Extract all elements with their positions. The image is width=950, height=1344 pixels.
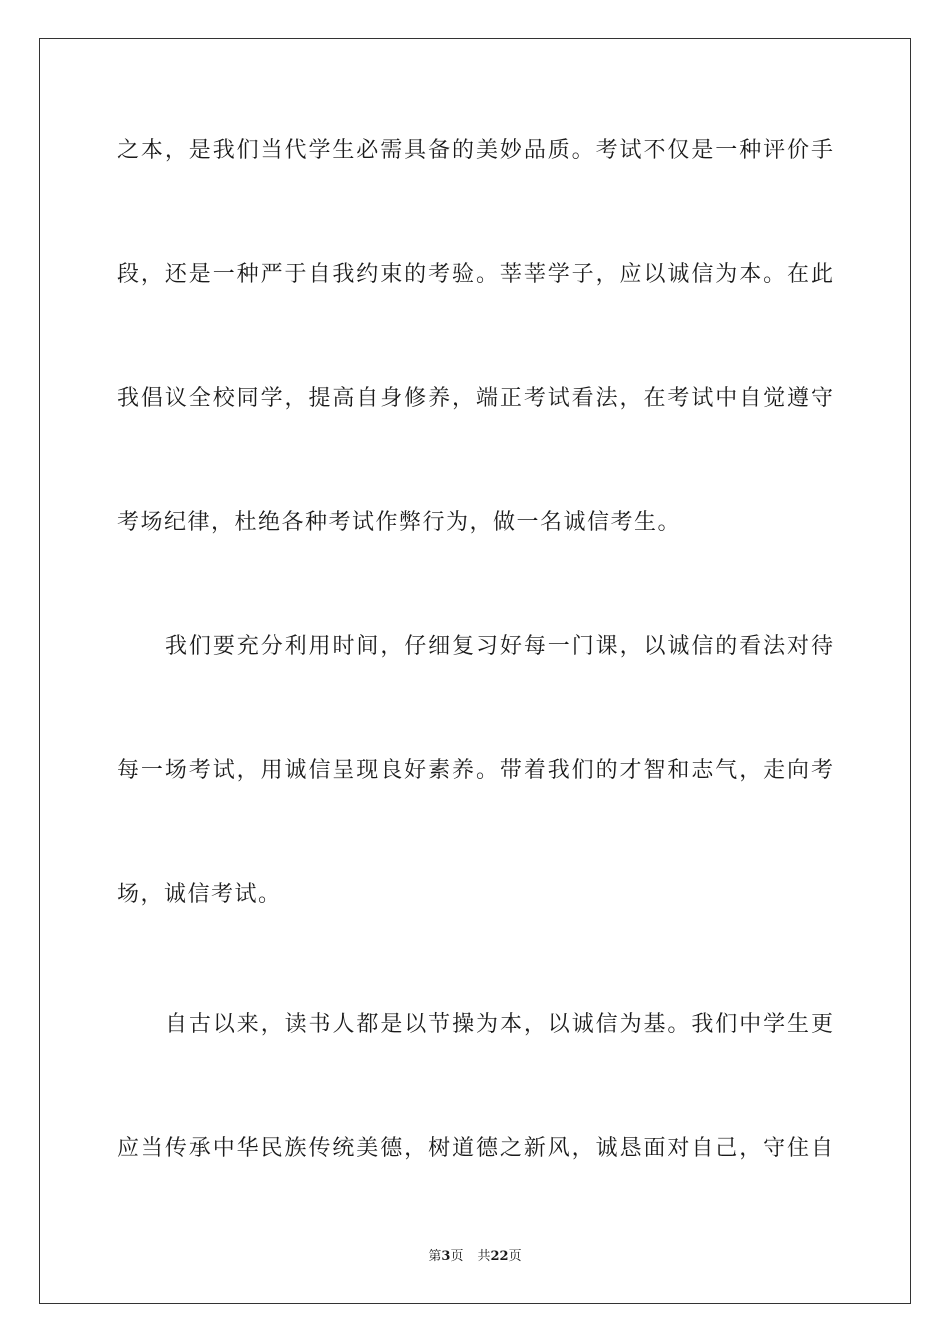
text-line-3: 我倡议全校同学，提高自身修养，端正考试看法，在考试中自觉遵守 <box>117 386 833 411</box>
total-prefix: 共 <box>477 1249 491 1264</box>
text-line-8: 自古以来，读书人都是以节操为本，以诚信为基。我们中学生更 <box>165 1012 833 1037</box>
total-pages: 22 <box>490 1249 509 1264</box>
text-line-1: 之本，是我们当代学生必需具备的美妙品质。考试不仅是一种评价手 <box>117 138 833 163</box>
text-line-6: 每一场考试，用诚信呈现良好素养。带着我们的才智和志气，走向考 <box>117 758 833 783</box>
text-line-4: 考场纪律，杜绝各种考试作弊行为，做一名诚信考生。 <box>117 510 682 535</box>
text-line-9: 应当传承中华民族传统美德，树道德之新风，诚恳面对自己，守住自 <box>117 1136 833 1161</box>
page-footer <box>0 1248 950 1266</box>
total-unit: 页 <box>508 1249 522 1264</box>
page-unit: 页 <box>450 1249 464 1264</box>
text-line-2: 段，还是一种严于自我约束的考验。莘莘学子，应以诚信为本。在此 <box>117 262 833 287</box>
text-line-5: 我们要充分利用时间，仔细复习好每一门课，以诚信的看法对待 <box>165 634 833 659</box>
page-border <box>39 38 911 1304</box>
text-line-7: 场，诚信考试。 <box>117 882 282 907</box>
page-number: 3 <box>441 1249 451 1264</box>
page-prefix: 第 <box>428 1249 442 1264</box>
